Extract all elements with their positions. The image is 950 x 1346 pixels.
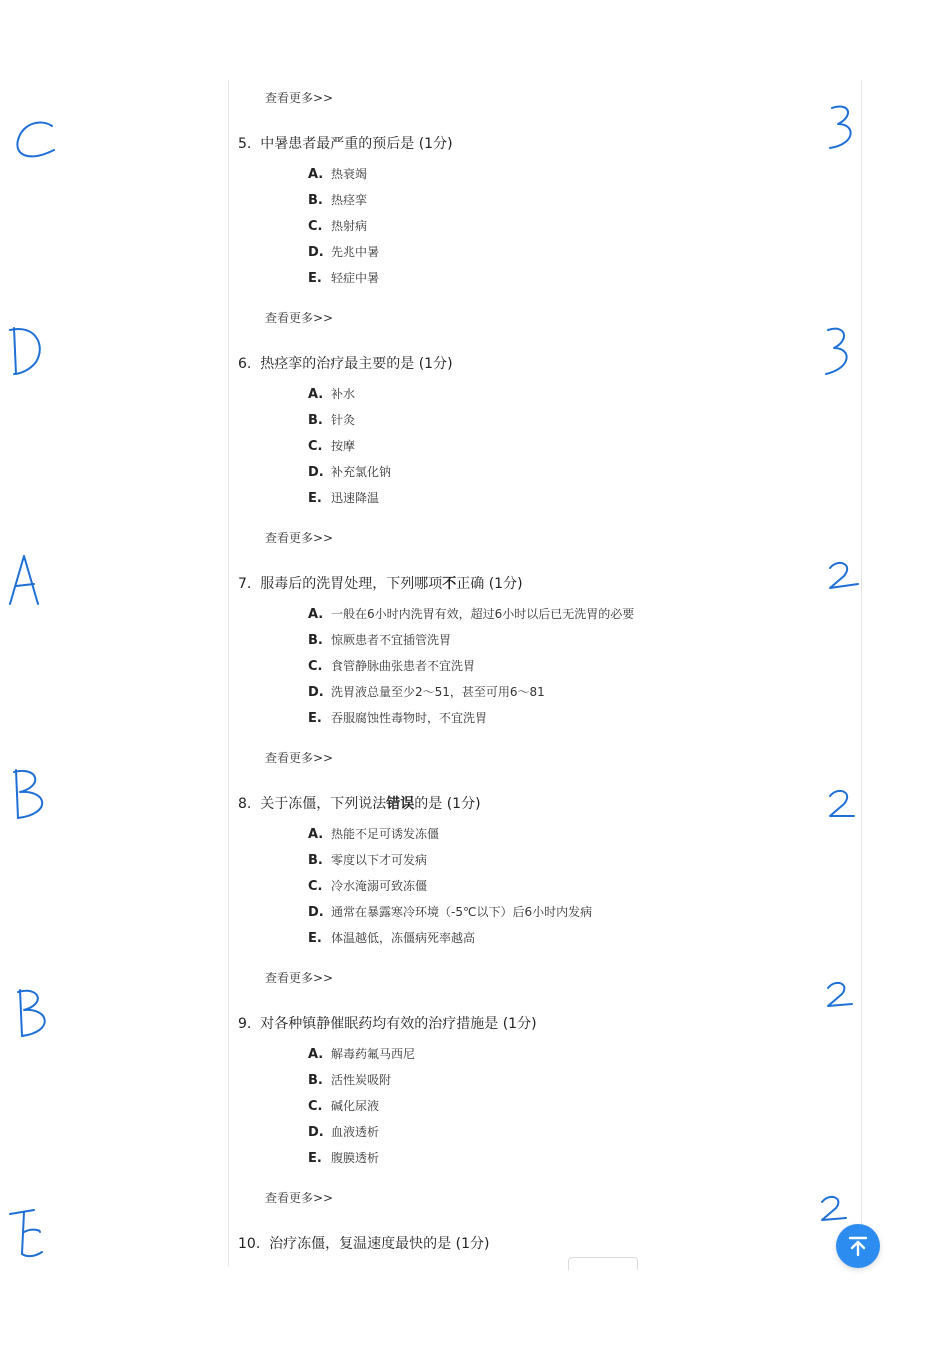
- option-box-partial: [568, 1257, 638, 1270]
- question-text: 热痉挛的治疗最主要的是: [260, 356, 415, 372]
- question-number: 7.: [238, 576, 252, 592]
- handwritten-answer-b: [12, 984, 58, 1040]
- option-b[interactable]: B. 活性炭吸附: [308, 1073, 392, 1088]
- option-c[interactable]: C. 冷水淹溺可致冻僵: [308, 879, 428, 894]
- question-score: (1分): [418, 136, 453, 152]
- option-d[interactable]: D. 血液透析: [308, 1125, 380, 1140]
- view-more-link[interactable]: 查看更多>>: [265, 971, 334, 985]
- view-more-link[interactable]: 查看更多>>: [265, 751, 334, 765]
- question-text: 关于冻僵，下列说法: [260, 796, 387, 812]
- option-b[interactable]: B. 惊厥患者不宜插管洗胃: [308, 633, 452, 648]
- question-score: (1分): [418, 356, 453, 372]
- question-score: (1分): [446, 796, 481, 812]
- view-more-link[interactable]: 查看更多>>: [265, 531, 334, 545]
- option-a[interactable]: A. 热能不足可诱发冻僵: [308, 827, 440, 842]
- question-text-tail: 正确: [456, 576, 485, 592]
- back-to-top-button[interactable]: [836, 1224, 880, 1268]
- question-title: [238, 353, 453, 373]
- handwritten-answer-e: [6, 1206, 46, 1262]
- option-d[interactable]: D. 通常在暴露寒冷环境（-5℃以下）后6小时内发病: [308, 905, 593, 920]
- question-number: 9.: [238, 1016, 252, 1032]
- arrow-up-icon: [846, 1234, 870, 1258]
- option-b[interactable]: B. 针灸: [308, 413, 356, 428]
- handwritten-answer-a: [6, 552, 46, 608]
- handwritten-number-2: [824, 786, 858, 822]
- option-c[interactable]: C. 食管静脉曲张患者不宜洗胃: [308, 659, 476, 674]
- question-number: 10.: [238, 1236, 261, 1252]
- view-more-link[interactable]: 查看更多>>: [265, 311, 334, 325]
- handwritten-answer-c: [10, 118, 60, 168]
- option-c[interactable]: C. 按摩: [308, 439, 356, 454]
- view-more-link[interactable]: 查看更多>>: [265, 1191, 334, 1205]
- view-more-link[interactable]: 查看更多>>: [265, 91, 334, 105]
- question-title: [238, 573, 523, 593]
- option-e[interactable]: E. 体温越低，冻僵病死率越高: [308, 931, 476, 946]
- option-c[interactable]: C. 热射病: [308, 219, 368, 234]
- question-title: [238, 1013, 537, 1033]
- option-e[interactable]: E. 轻症中暑: [308, 271, 380, 286]
- option-e[interactable]: E. 腹膜透析: [308, 1151, 380, 1166]
- question-title: [238, 1233, 489, 1253]
- question-emphasis: 错误: [386, 796, 415, 812]
- question-text: 对各种镇静催眠药均有效的治疗措施是: [260, 1016, 499, 1032]
- handwritten-number-2: [816, 1192, 850, 1226]
- option-b[interactable]: B. 热痉挛: [308, 193, 368, 208]
- question-emphasis: 不: [442, 576, 457, 592]
- handwritten-number-2: [822, 978, 856, 1012]
- option-b[interactable]: B. 零度以下才可发病: [308, 853, 428, 868]
- question-text: 中暑患者最严重的预后是: [260, 136, 415, 152]
- option-a[interactable]: A. 一般在6小时内洗胃有效，超过6小时以后已无洗胃的必要: [308, 607, 635, 622]
- option-a[interactable]: A. 解毒药氟马西尼: [308, 1047, 416, 1062]
- handwritten-number-3: [822, 324, 854, 378]
- option-a[interactable]: A. 热衰竭: [308, 167, 368, 182]
- option-e[interactable]: E. 吞服腐蚀性毒物时，不宜洗胃: [308, 711, 488, 726]
- handwritten-number-3: [826, 102, 858, 152]
- handwritten-answer-d: [6, 322, 50, 382]
- option-d[interactable]: D. 先兆中暑: [308, 245, 380, 260]
- handwritten-answer-b: [8, 764, 54, 822]
- option-d[interactable]: D. 补充氯化钠: [308, 465, 392, 480]
- question-score: (1分): [488, 576, 523, 592]
- option-e[interactable]: E. 迅速降温: [308, 491, 380, 506]
- question-number: 8.: [238, 796, 252, 812]
- question-text: 治疗冻僵，复温速度最快的是: [269, 1236, 452, 1252]
- handwritten-number-2: [824, 558, 862, 594]
- question-score: (1分): [455, 1236, 490, 1252]
- question-title: [238, 793, 481, 813]
- question-number: 5.: [238, 136, 252, 152]
- option-a[interactable]: A. 补水: [308, 387, 356, 402]
- question-number: 6.: [238, 356, 252, 372]
- question-text-tail: 的是: [414, 796, 443, 812]
- option-c[interactable]: C. 碱化尿液: [308, 1099, 380, 1114]
- question-score: (1分): [502, 1016, 537, 1032]
- question-text: 服毒后的洗胃处理，下列哪项: [260, 576, 443, 592]
- question-title: [238, 133, 453, 153]
- option-d[interactable]: D. 洗胃液总量至少2～51，甚至可用6～81: [308, 685, 545, 700]
